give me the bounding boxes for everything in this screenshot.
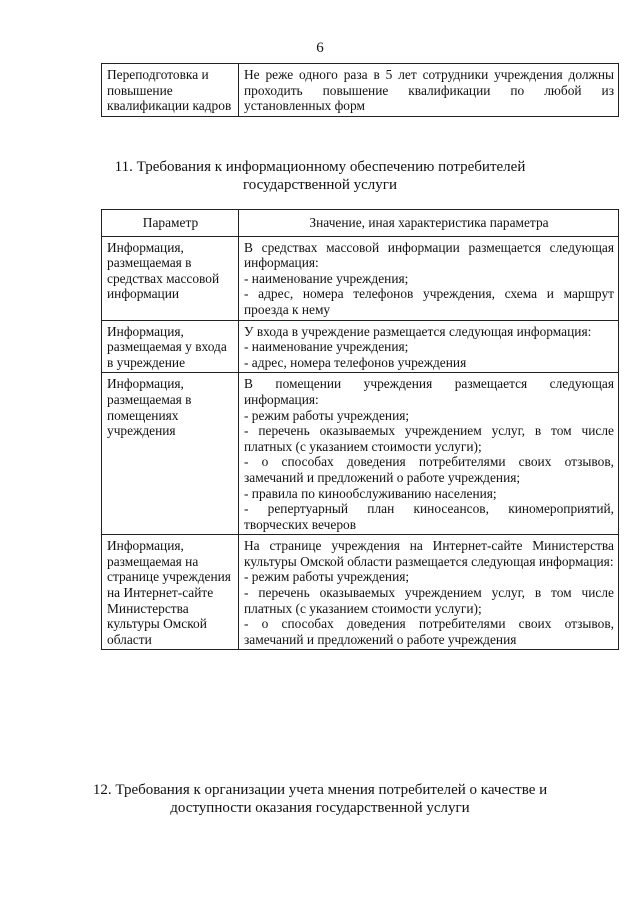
value-cell: Не реже одного раза в 5 лет сотрудники учреждения должны проходить повышение квалификации по любой из установленных форм [239,64,619,117]
page-number: 6 [316,40,324,56]
value-line: - о способах доведения потребителями своих отзывов, замечаний и предложений о работе учреждения; [244,454,614,485]
value-cell [239,320,619,373]
value-line: - адрес, номера телефонов учреждения, схема и маршрут проезда к нему [244,286,614,317]
value-line: - адрес, номера телефонов учреждения [244,354,467,370]
information-table [101,209,619,650]
value-line: - перечень оказываемых учреждением услуг, в том числе платных (с указанием стоимости услуги); [244,423,614,454]
value-line: У входа в учреждение размещается следующая информация: [244,323,592,339]
value-line: На странице учреждения на Интернет-сайте Министерства культуры Омской области размещается следующая информация: [244,538,614,569]
header-value: Значение, иная характеристика параметра [239,210,619,237]
value-line: - о способах доведения потребителями своих отзывов, замечаний и предложений о работе учреждения [244,616,614,647]
section-11-heading [0,158,640,194]
value-cell [239,535,619,650]
param-cell: Переподготовка и повышение квалификации кадров [102,64,239,117]
table-row [102,320,619,373]
param-cell: Информация, размещаемая в помещениях учреждения [102,373,239,535]
value-line: - режим работы учреждения; [244,569,410,585]
value-line: В средствах массовой информации размещается следующая информация: [244,239,614,271]
section-11-heading-line-2: государственной услуги [243,177,397,193]
qualification-table [101,63,619,117]
param-cell: Информация, размещаемая в средствах массовой информации [102,236,239,320]
value-line: - наименование учреждения; [244,270,409,286]
table-row [102,236,619,320]
value-cell [239,373,619,535]
section-11-heading-line-1: 11. Требования к информационному обеспечению потребителей [114,159,526,175]
param-cell: Информация, размещаемая у входа в учреждение [102,320,239,373]
value-line: В помещении учреждения размещается следующая информация: [244,376,614,407]
value-line: - наименование учреждения; [244,339,409,355]
section-12-heading [0,781,640,817]
table-header-row [102,210,619,237]
table-row [102,64,619,117]
value-line: - правила по кинообслуживанию населения; [244,485,497,501]
value-line: - режим работы учреждения; [244,407,410,423]
value-line: - репертуарный план киносеансов, киномероприятий, творческих вечеров [244,501,614,532]
header-param: Параметр [102,210,239,237]
value-line: - перечень оказываемых учреждением услуг, в том числе платных (с указанием стоимости услуги); [244,585,614,616]
value-cell [239,236,619,320]
param-cell: Информация, размещаемая на странице учреждения на Интернет-сайте Министерства культуры Омской области [102,535,239,650]
table-row [102,535,619,650]
section-12-heading-line-1: 12. Требования к организации учета мнения потребителей о качестве и [92,782,548,798]
table-row [102,373,619,535]
section-12-heading-line-2: доступности оказания государственной услуги [170,800,470,816]
